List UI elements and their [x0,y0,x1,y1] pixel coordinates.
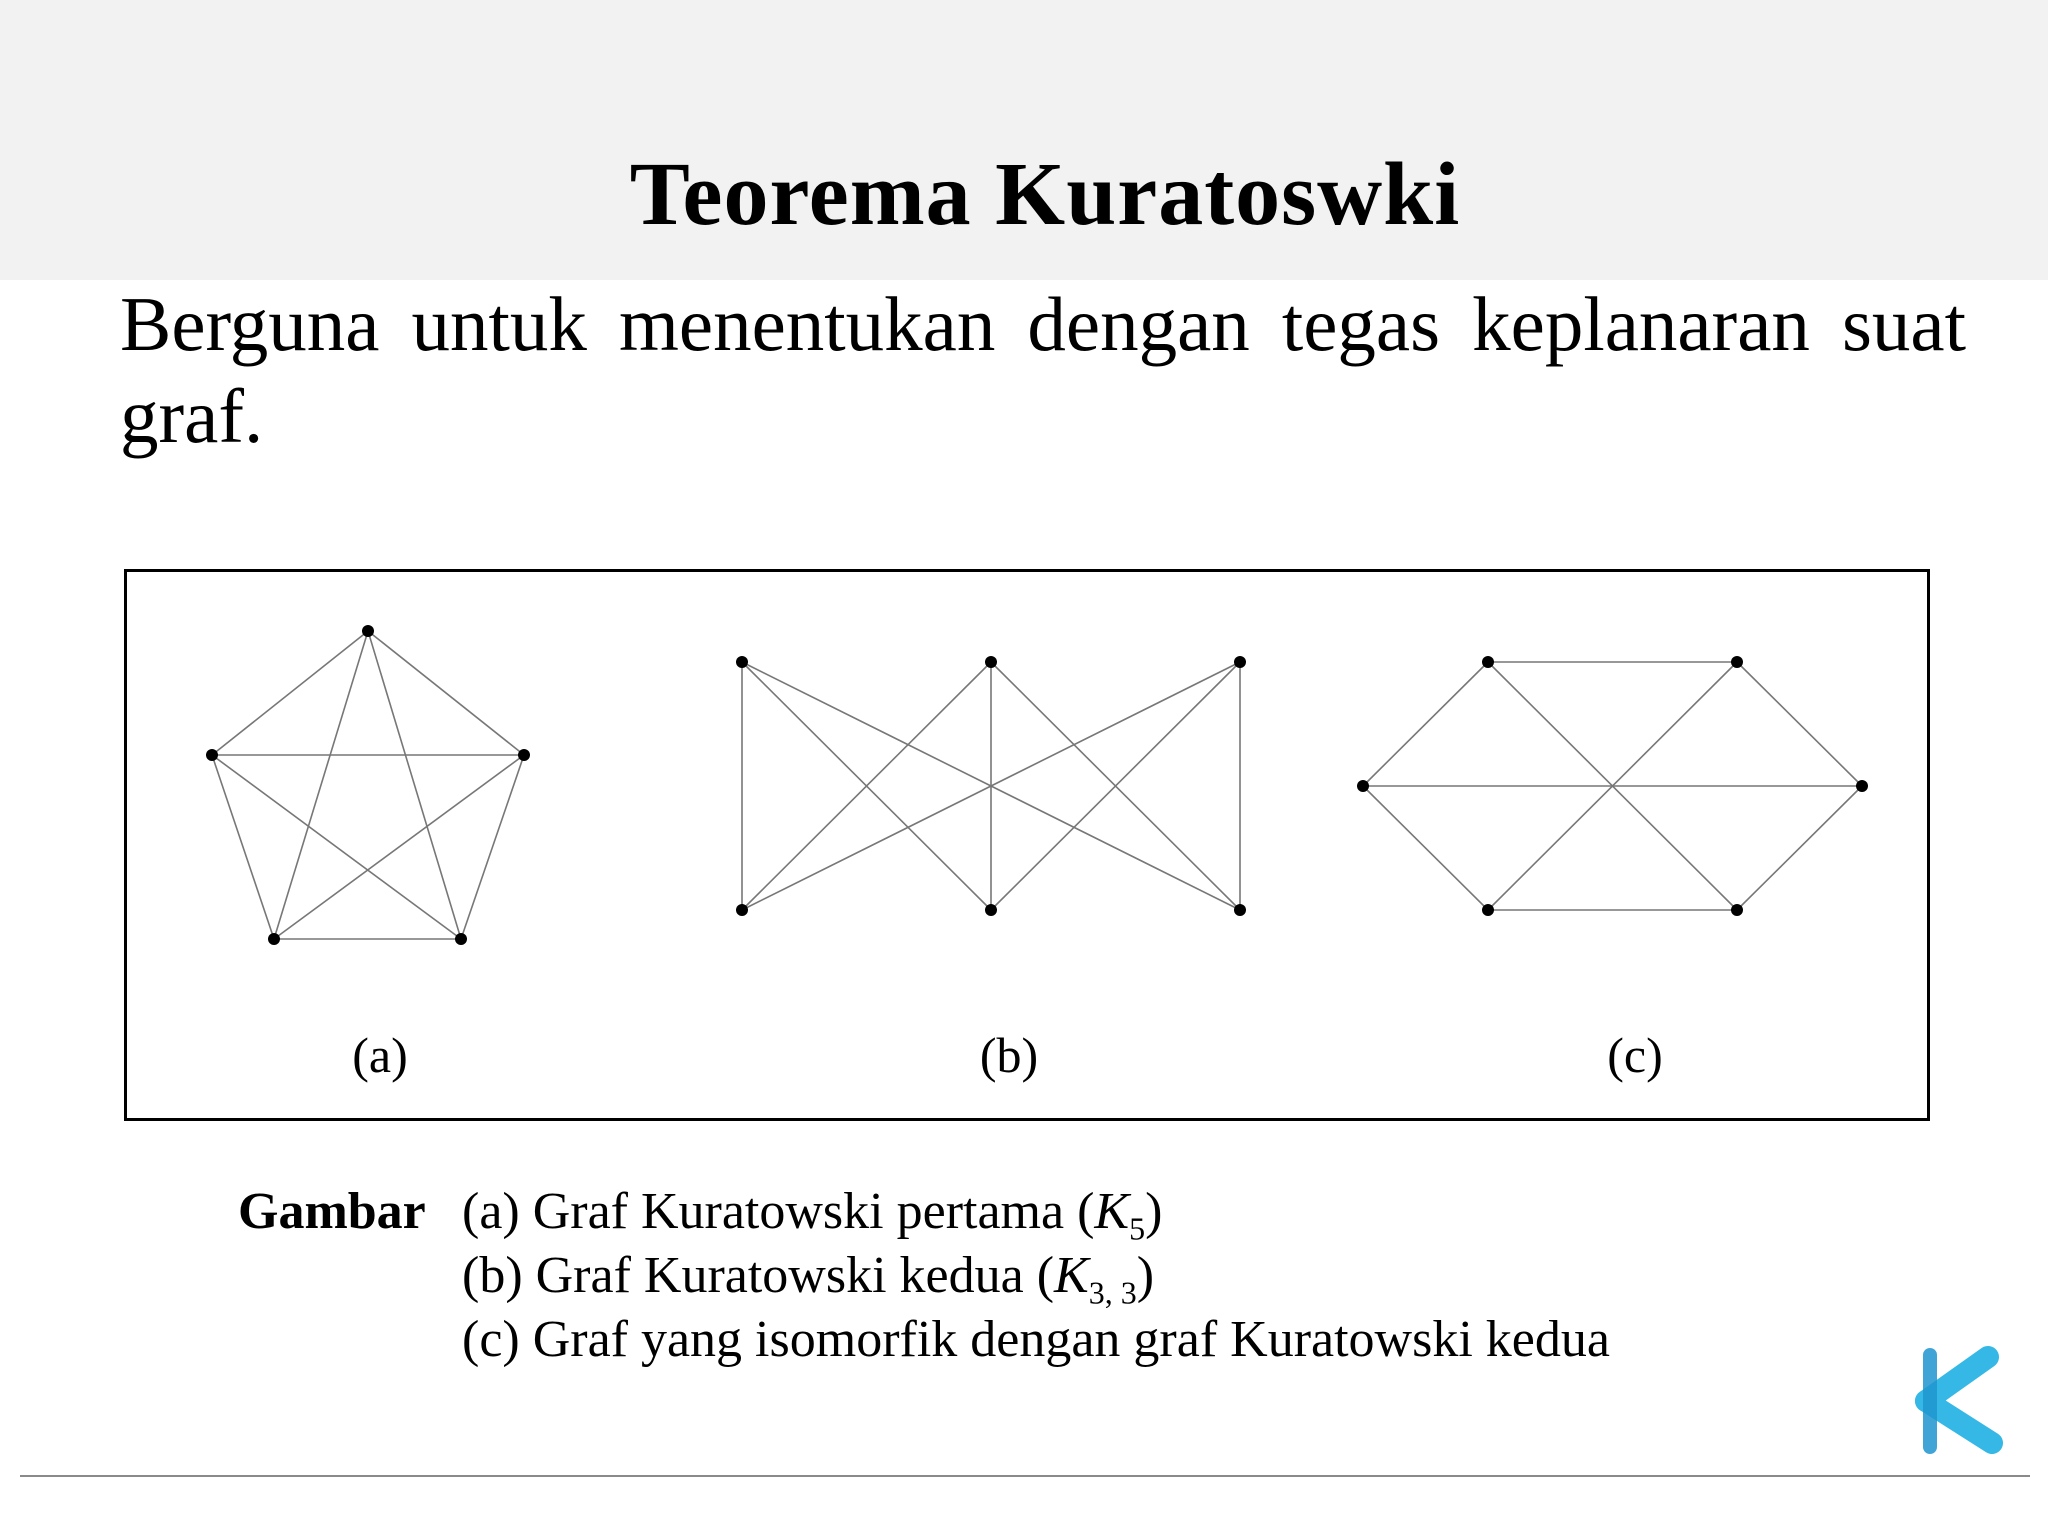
caption-b-symbol: K [1054,1247,1089,1304]
caption-b-sub: 3, 3 [1088,1274,1137,1311]
caption-lead: Gambar [238,1183,426,1240]
caption-b-close: ) [1136,1247,1155,1304]
caption-c-text: (c) Graf yang isomorfik dengan graf Kuratowski kedua [462,1311,1610,1368]
caption-a-symbol: K [1094,1183,1130,1240]
caption-line-b [238,1244,1610,1311]
caption-a-close: ) [1145,1183,1163,1240]
brand-logo-icon [1900,1335,2015,1465]
caption-a-sub: 5 [1129,1210,1146,1247]
body-text: Berguna untuk menentukan dengan tegas keplanaran suat graf. [120,281,1966,459]
caption-line-c [238,1308,1610,1372]
caption-line-a [238,1180,1610,1247]
figure-caption [238,1180,1610,1372]
figure-label-c: (c) [1607,1027,1663,1083]
figure-label-b: (b) [979,1027,1039,1083]
footer-divider [20,1475,2030,1477]
caption-b-text: (b) Graf Kuratowski kedua ( [462,1247,1055,1304]
figure-label-a: (a) [352,1027,408,1083]
slide-title: Teorema Kuratoswki [629,145,1461,244]
caption-a-text: (a) Graf Kuratowski pertama ( [462,1183,1095,1240]
